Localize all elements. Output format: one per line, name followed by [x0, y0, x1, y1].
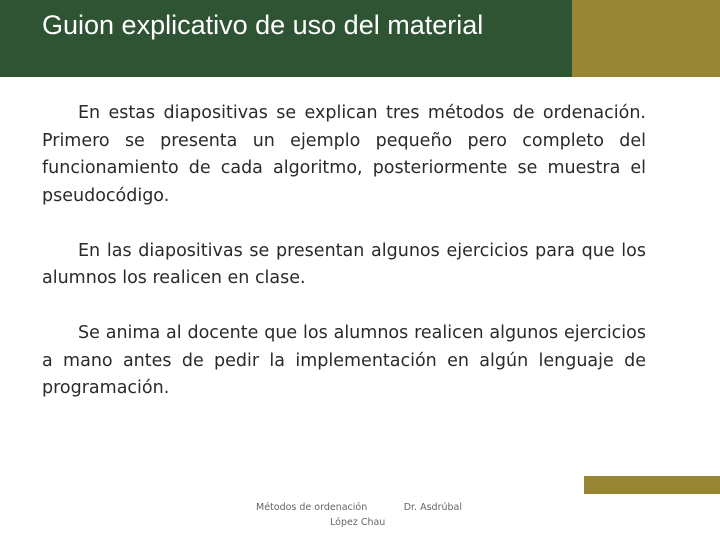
footer-author-last: López Chau	[330, 517, 386, 528]
footer-author-first: Dr. Asdrúbal	[403, 502, 462, 513]
footer-course: Métodos de ordenación	[256, 502, 368, 513]
slide-body	[42, 100, 646, 403]
paragraph-teacher-advice: Se anima al docente que los alumnos realicen algunos ejercicios a mano antes de pedir la implementación en algún lenguaje de programación.	[42, 323, 646, 398]
slide-title: Guion explicativo de uso del material	[42, 10, 484, 40]
paragraph-intro: En estas diapositivas se explican tres métodos de ordenación. Primero se presenta un ejemplo pequeño pero completo del funcionamiento de cada algoritmo, posteriormente se muestra el pseudocódigo.	[42, 103, 646, 206]
slide-footer	[250, 500, 470, 530]
footer-accent-bar	[584, 476, 720, 494]
title-bar-accent	[572, 0, 720, 77]
paragraph-exercises: En las diapositivas se presentan algunos ejercicios para que los alumnos los realicen en clase.	[42, 240, 646, 288]
